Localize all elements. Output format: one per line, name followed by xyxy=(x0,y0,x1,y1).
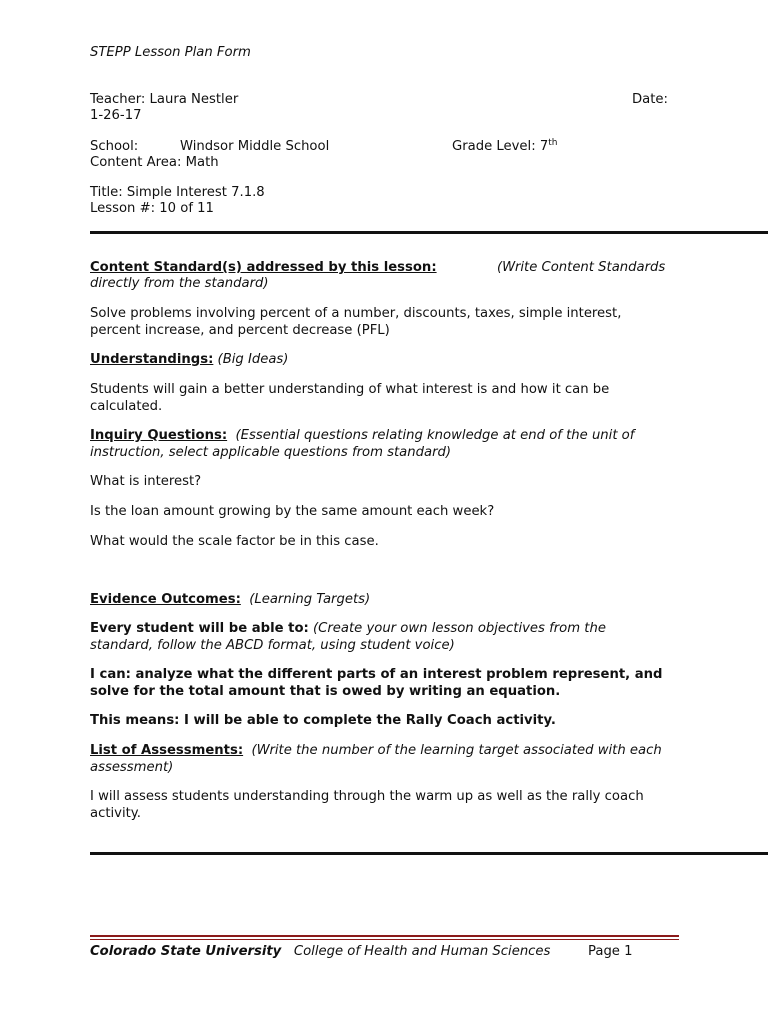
evidence-note: (Learning Targets) xyxy=(249,592,371,607)
evidence-line xyxy=(90,592,370,609)
every-student-block xyxy=(90,621,650,654)
content-standards-note-1: (Write Content Standards xyxy=(497,260,666,275)
teacher-name: Teacher: Laura Nestler xyxy=(90,92,239,107)
grade-level-text: Grade Level: 7 xyxy=(452,139,549,154)
school-label: School: xyxy=(90,139,139,154)
footer-page-number: Page 1 xyxy=(588,944,633,959)
assessments-body: I will assess students understanding through the warm up as well as the rally coach activity. xyxy=(90,789,644,821)
content-area: Content Area: Math xyxy=(90,155,219,170)
footer-rule-top xyxy=(90,935,679,937)
inquiry-question-1: What is interest? xyxy=(90,474,202,489)
content-standards-heading: Content Standard(s) addressed by this lesson: xyxy=(90,260,437,275)
inquiry-question-3: What would the scale factor be in this case. xyxy=(90,534,379,549)
understandings-line xyxy=(90,352,288,369)
content-standards-body: Solve problems involving percent of a number, discounts, taxes, simple interest, percent increase, and percent decrease (PFL) xyxy=(90,306,622,338)
inquiry-heading: Inquiry Questions: xyxy=(90,428,228,443)
date-value: 1-26-17 xyxy=(90,108,142,123)
this-means-statement: This means: I will be able to complete the Rally Coach activity. xyxy=(90,713,556,728)
i-can-statement: I can: analyze what the different parts of an interest problem represent, and solve for the total amount that is owed by writing an equation. xyxy=(90,667,663,699)
content-standards-note-2: directly from the standard) xyxy=(90,276,269,291)
footer-rule-bottom xyxy=(90,939,679,940)
footer xyxy=(90,944,550,961)
top-divider xyxy=(90,231,768,234)
bottom-divider xyxy=(90,852,768,855)
assessments-note: (Write the number of the learning target associated with each assessment) xyxy=(90,743,662,775)
understandings-heading: Understandings: xyxy=(90,352,214,367)
inquiry-note: (Essential questions relating knowledge at end of the unit of instruction, select applicable questions from standard) xyxy=(90,428,635,460)
date-label: Date: xyxy=(632,92,668,107)
every-student-label: Every student will be able to: xyxy=(90,621,309,636)
lesson-title: Title: Simple Interest 7.1.8 xyxy=(90,185,265,200)
form-title: STEPP Lesson Plan Form xyxy=(90,45,251,60)
school-value: Windsor Middle School xyxy=(180,139,330,154)
understandings-body: Students will gain a better understanding of what interest is and how it can be calculated. xyxy=(90,382,610,414)
inquiry-question-2: Is the loan amount growing by the same amount each week? xyxy=(90,504,495,519)
grade-level xyxy=(452,139,557,156)
inquiry-block xyxy=(90,428,675,461)
assessments-block xyxy=(90,743,665,776)
footer-university: Colorado State University xyxy=(90,944,282,959)
footer-college: College of Health and Human Sciences xyxy=(293,944,551,959)
grade-level-sup: th xyxy=(548,138,558,148)
lesson-number: Lesson #: 10 of 11 xyxy=(90,201,214,216)
assessments-heading: List of Assessments: xyxy=(90,743,244,758)
every-student-note: (Create your own lesson objectives from the standard, follow the ABCD format, using student voice) xyxy=(90,621,606,653)
evidence-heading: Evidence Outcomes: xyxy=(90,592,241,607)
understandings-note: (Big Ideas) xyxy=(217,352,289,367)
